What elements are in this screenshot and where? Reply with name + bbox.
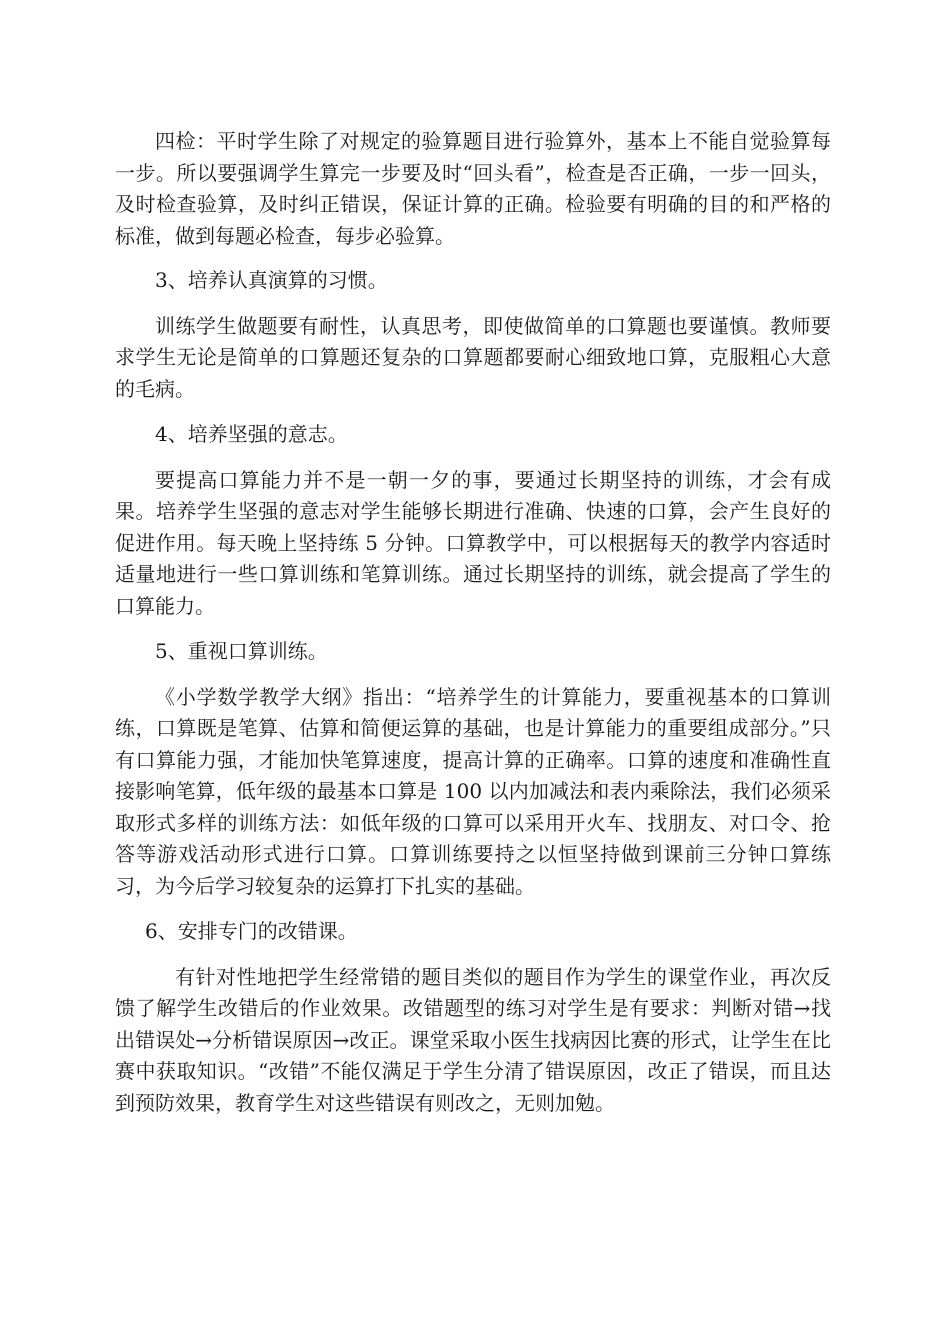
heading-section-3: 3、培养认真演算的习惯。 — [155, 268, 388, 292]
heading-section-5: 5、重视口算训练。 — [155, 639, 328, 663]
document-body — [115, 126, 831, 1119]
paragraph-section-4: 要提高口算能力并不是一朝一夕的事，要通过长期坚持的训练，才会有成果。培养学生坚强的意志对学生能够长期进行准确、快速的口算，会产生良好的促进作用。每天晚上坚持练 5 分钟。口算教学中，可以根据每天的教学内容适时适量地进行一些口算训练和笔算训练。通过长期坚持的训练，就会提高了学生的口算能力。 — [115, 467, 831, 618]
heading-section-6: 6、安排专门的改错课。 — [145, 919, 358, 943]
paragraph-section-3: 训练学生做题要有耐性，认真思考，即使做简单的口算题也要谨慎。教师要求学生无论是简单的口算题还复杂的口算题都要耐心细致地口算，克服粗心大意的毛病。 — [115, 313, 831, 401]
paragraph-section-5: 《小学数学教学大纲》指出：“培养学生的计算能力，要重视基本的口算训练，口算既是笔算、估算和简便运算的基础，也是计算能力的重要组成部分。”只有口算能力强，才能加快笔算速度，提高计算的正确率。口算的速度和准确性直接影响笔算，低年级的最基本口算是 100 以内加减法和表内乘除法，我们必须采取形式多样的训练方法：如低年级的口算可以采用开火车、找朋友、对口令、抢答等游戏活动形式进行口算。口算训练要持之以恒坚持做到课前三分钟口算练习，为今后学习较复杂的运算打下扎实的基础。 — [115, 684, 831, 898]
paragraph-four-checks: 四检：平时学生除了对规定的验算题目进行验算外，基本上不能自觉验算每一步。所以要强调学生算完一步要及时“回头看”，检查是否正确，一步一回头，及时检查验算，及时纠正错误，保证计算的正确。检验要有明确的目的和严格的标准，做到每题必检查，每步必验算。 — [115, 129, 831, 248]
paragraph-section-6: 有针对性地把学生经常错的题目类似的题目作为学生的课堂作业，再次反馈了解学生改错后的作业效果。改错题型的练习对学生是有要求：判断对错→找出错误处→分析错误原因→改正。课堂采取小医生找病因比赛的形式，让学生在比赛中获取知识。“改错”不能仅满足于学生分清了错误原因，改正了错误，而且达到预防效果，教育学生对这些错误有则改之，无则加勉。 — [115, 964, 831, 1115]
heading-section-4: 4、培养坚强的意志。 — [155, 422, 348, 446]
